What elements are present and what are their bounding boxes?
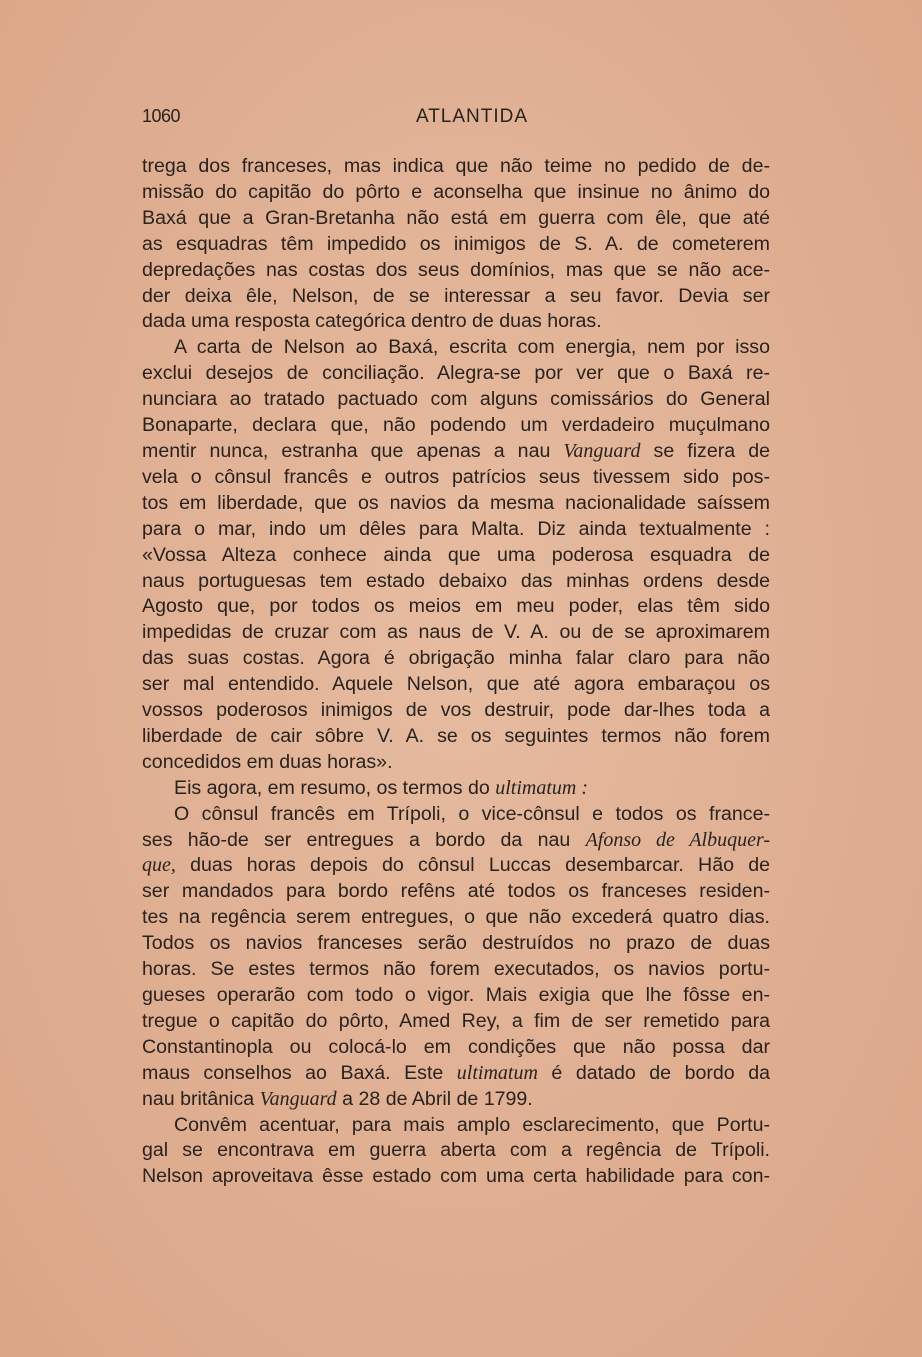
line-text: «Vossa Alteza conhece ainda que uma poderosa esquadra de <box>142 543 770 566</box>
italic-term: Vanguard <box>259 1087 337 1110</box>
text-line <box>142 983 770 1009</box>
line-text: naus portuguesas tem estado debaixo das minhas ordens desde <box>142 569 770 592</box>
text-line <box>142 439 770 465</box>
text-line <box>142 543 770 569</box>
line-text: mentir nunca, estranha que apenas a nau <box>142 439 564 462</box>
text-line <box>142 517 770 543</box>
text-line <box>142 802 770 828</box>
line-text: é datado de bordo da <box>537 1061 770 1084</box>
line-text: Bonaparte, declara que, não podendo um verdadeiro muçulmano <box>142 414 770 437</box>
text-line <box>142 594 770 620</box>
line-text: missão do capitão do pôrto e aconselha que insinue no ânimo do <box>142 180 770 203</box>
line-text: nunciara ao tratado pactuado com alguns comissários do General <box>142 388 770 411</box>
line-text: tos em liberdade, que os navios da mesma nacionalidade saíssem <box>142 491 770 514</box>
italic-term: ultimatum <box>456 1061 538 1084</box>
line-text: as esquadras têm impedido os inimigos de S. A. de cometerem <box>142 232 770 255</box>
text-line <box>142 309 770 335</box>
line-text: Nelson aproveitava êsse estado com uma certa habilidade para con- <box>142 1165 770 1188</box>
line-text: gal se encontrava em guerra aberta com a regência de Trípoli. <box>142 1139 770 1162</box>
line-text: dada uma resposta categórica dentro de duas horas. <box>142 310 602 333</box>
line-text: gueses operarão com todo o vigor. Mais exigia que lhe fôsse en- <box>142 984 770 1006</box>
line-text: vossos poderosos inimigos de vos destruir, pode dar-lhes toda a <box>142 699 770 722</box>
line-text: liberdade de cair sôbre V. A. se os seguintes termos não forem <box>142 724 770 747</box>
line-text: nau britânica <box>142 1087 260 1110</box>
text-line <box>142 180 770 206</box>
text-line <box>142 387 770 413</box>
text-line <box>142 491 770 517</box>
text-line <box>142 776 770 802</box>
italic-term: Vanguard <box>563 439 641 462</box>
line-text: tregue o capitão do pôrto, Amed Rey, a fim de ser remetido para <box>142 1009 770 1032</box>
line-text: tes na regência serem entregues, o que não excederá quatro dias. <box>142 906 770 929</box>
body-text <box>142 154 770 1190</box>
line-text: A carta de Nelson ao Baxá, escrita com energia, nem por isso <box>174 336 770 359</box>
line-text: Eis agora, em resumo, os termos do <box>174 776 496 799</box>
text-line <box>142 206 770 232</box>
text-line <box>142 750 770 776</box>
text-line <box>142 724 770 750</box>
line-text: duas horas depois do cônsul Luccas desembarcar. Hão de <box>175 854 770 877</box>
text-line <box>142 957 770 983</box>
text-line <box>142 931 770 957</box>
line-text: exclui desejos de conciliação. Alegra-se por ver que o Baxá re- <box>142 362 770 385</box>
line-text: se fizera de <box>640 439 771 462</box>
text-line <box>142 1087 770 1113</box>
text-line <box>142 465 770 491</box>
page-number: 1060 <box>142 106 181 126</box>
line-text: Baxá que a Gran-Bretanha não está em guerra com êle, que até <box>142 206 770 229</box>
line-text: depredações nas costas dos seus domínios, mas que se não ace- <box>142 258 770 281</box>
line-text: Convêm acentuar, para mais amplo esclarecimento, que Portu- <box>174 1113 770 1136</box>
text-line <box>142 569 770 595</box>
italic-term: ultimatum : <box>495 776 589 799</box>
line-text: der deixa êle, Nelson, de se interessar a seu favor. Devia ser <box>142 284 770 307</box>
text-line <box>142 828 770 854</box>
text-line <box>142 1061 770 1087</box>
text-line <box>142 646 770 672</box>
line-text: impedidas de cruzar com as naus de V. A. ou de se aproximarem <box>142 621 770 644</box>
running-title: ATLANTIDA <box>415 106 529 127</box>
line-text: das suas costas. Agora é obrigação minha falar claro para não <box>142 647 770 670</box>
line-text: O cônsul francês em Trípoli, o vice-cônsul e todos os france- <box>174 802 770 825</box>
text-line <box>142 905 770 931</box>
line-text: trega dos franceses, mas indica que não teime no pedido de de- <box>142 155 770 177</box>
text-line <box>142 154 770 180</box>
line-text: Todos os navios franceses serão destruídos no prazo de duas <box>142 932 770 955</box>
italic-term: que, <box>142 854 176 877</box>
text-line <box>142 698 770 724</box>
line-text: vela o cônsul francês e outros patrícios seus tivessem sido pos- <box>142 465 770 488</box>
line-text: horas. Se estes termos não forem executados, os navios portu- <box>142 958 770 981</box>
text-line <box>142 361 770 387</box>
line-text: concedidos em duas horas». <box>142 750 393 773</box>
text-line <box>142 879 770 905</box>
text-line <box>142 620 770 646</box>
text-line <box>142 1009 770 1035</box>
line-text: ser mandados para bordo refêns até todos os franceses residen- <box>142 880 770 903</box>
text-line <box>142 335 770 361</box>
text-line <box>142 1035 770 1061</box>
page-header <box>142 106 770 134</box>
line-text: a 28 de Abril de 1799. <box>336 1087 533 1110</box>
text-line <box>142 258 770 284</box>
text-line <box>142 232 770 258</box>
line-text: ser mal entendido. Aquele Nelson, que até agora embaraçou os <box>142 673 770 696</box>
text-line <box>142 1138 770 1164</box>
text-line <box>142 672 770 698</box>
text-line <box>142 853 770 879</box>
text-line <box>142 1164 770 1190</box>
line-text: Constantinopla ou colocá-lo em condições que não possa dar <box>142 1035 770 1058</box>
line-text: para o mar, indo um dêles para Malta. Diz ainda textualmente : <box>142 517 770 540</box>
line-text: ses hão-de ser entregues a bordo da nau <box>142 828 586 851</box>
text-line <box>142 284 770 310</box>
line-text: maus conselhos ao Baxá. Este <box>142 1061 457 1084</box>
text-line <box>142 1113 770 1139</box>
italic-term: Afonso de Albuquer- <box>585 828 771 851</box>
line-text: Agosto que, por todos os meios em meu poder, elas têm sido <box>142 595 770 618</box>
text-line <box>142 413 770 439</box>
